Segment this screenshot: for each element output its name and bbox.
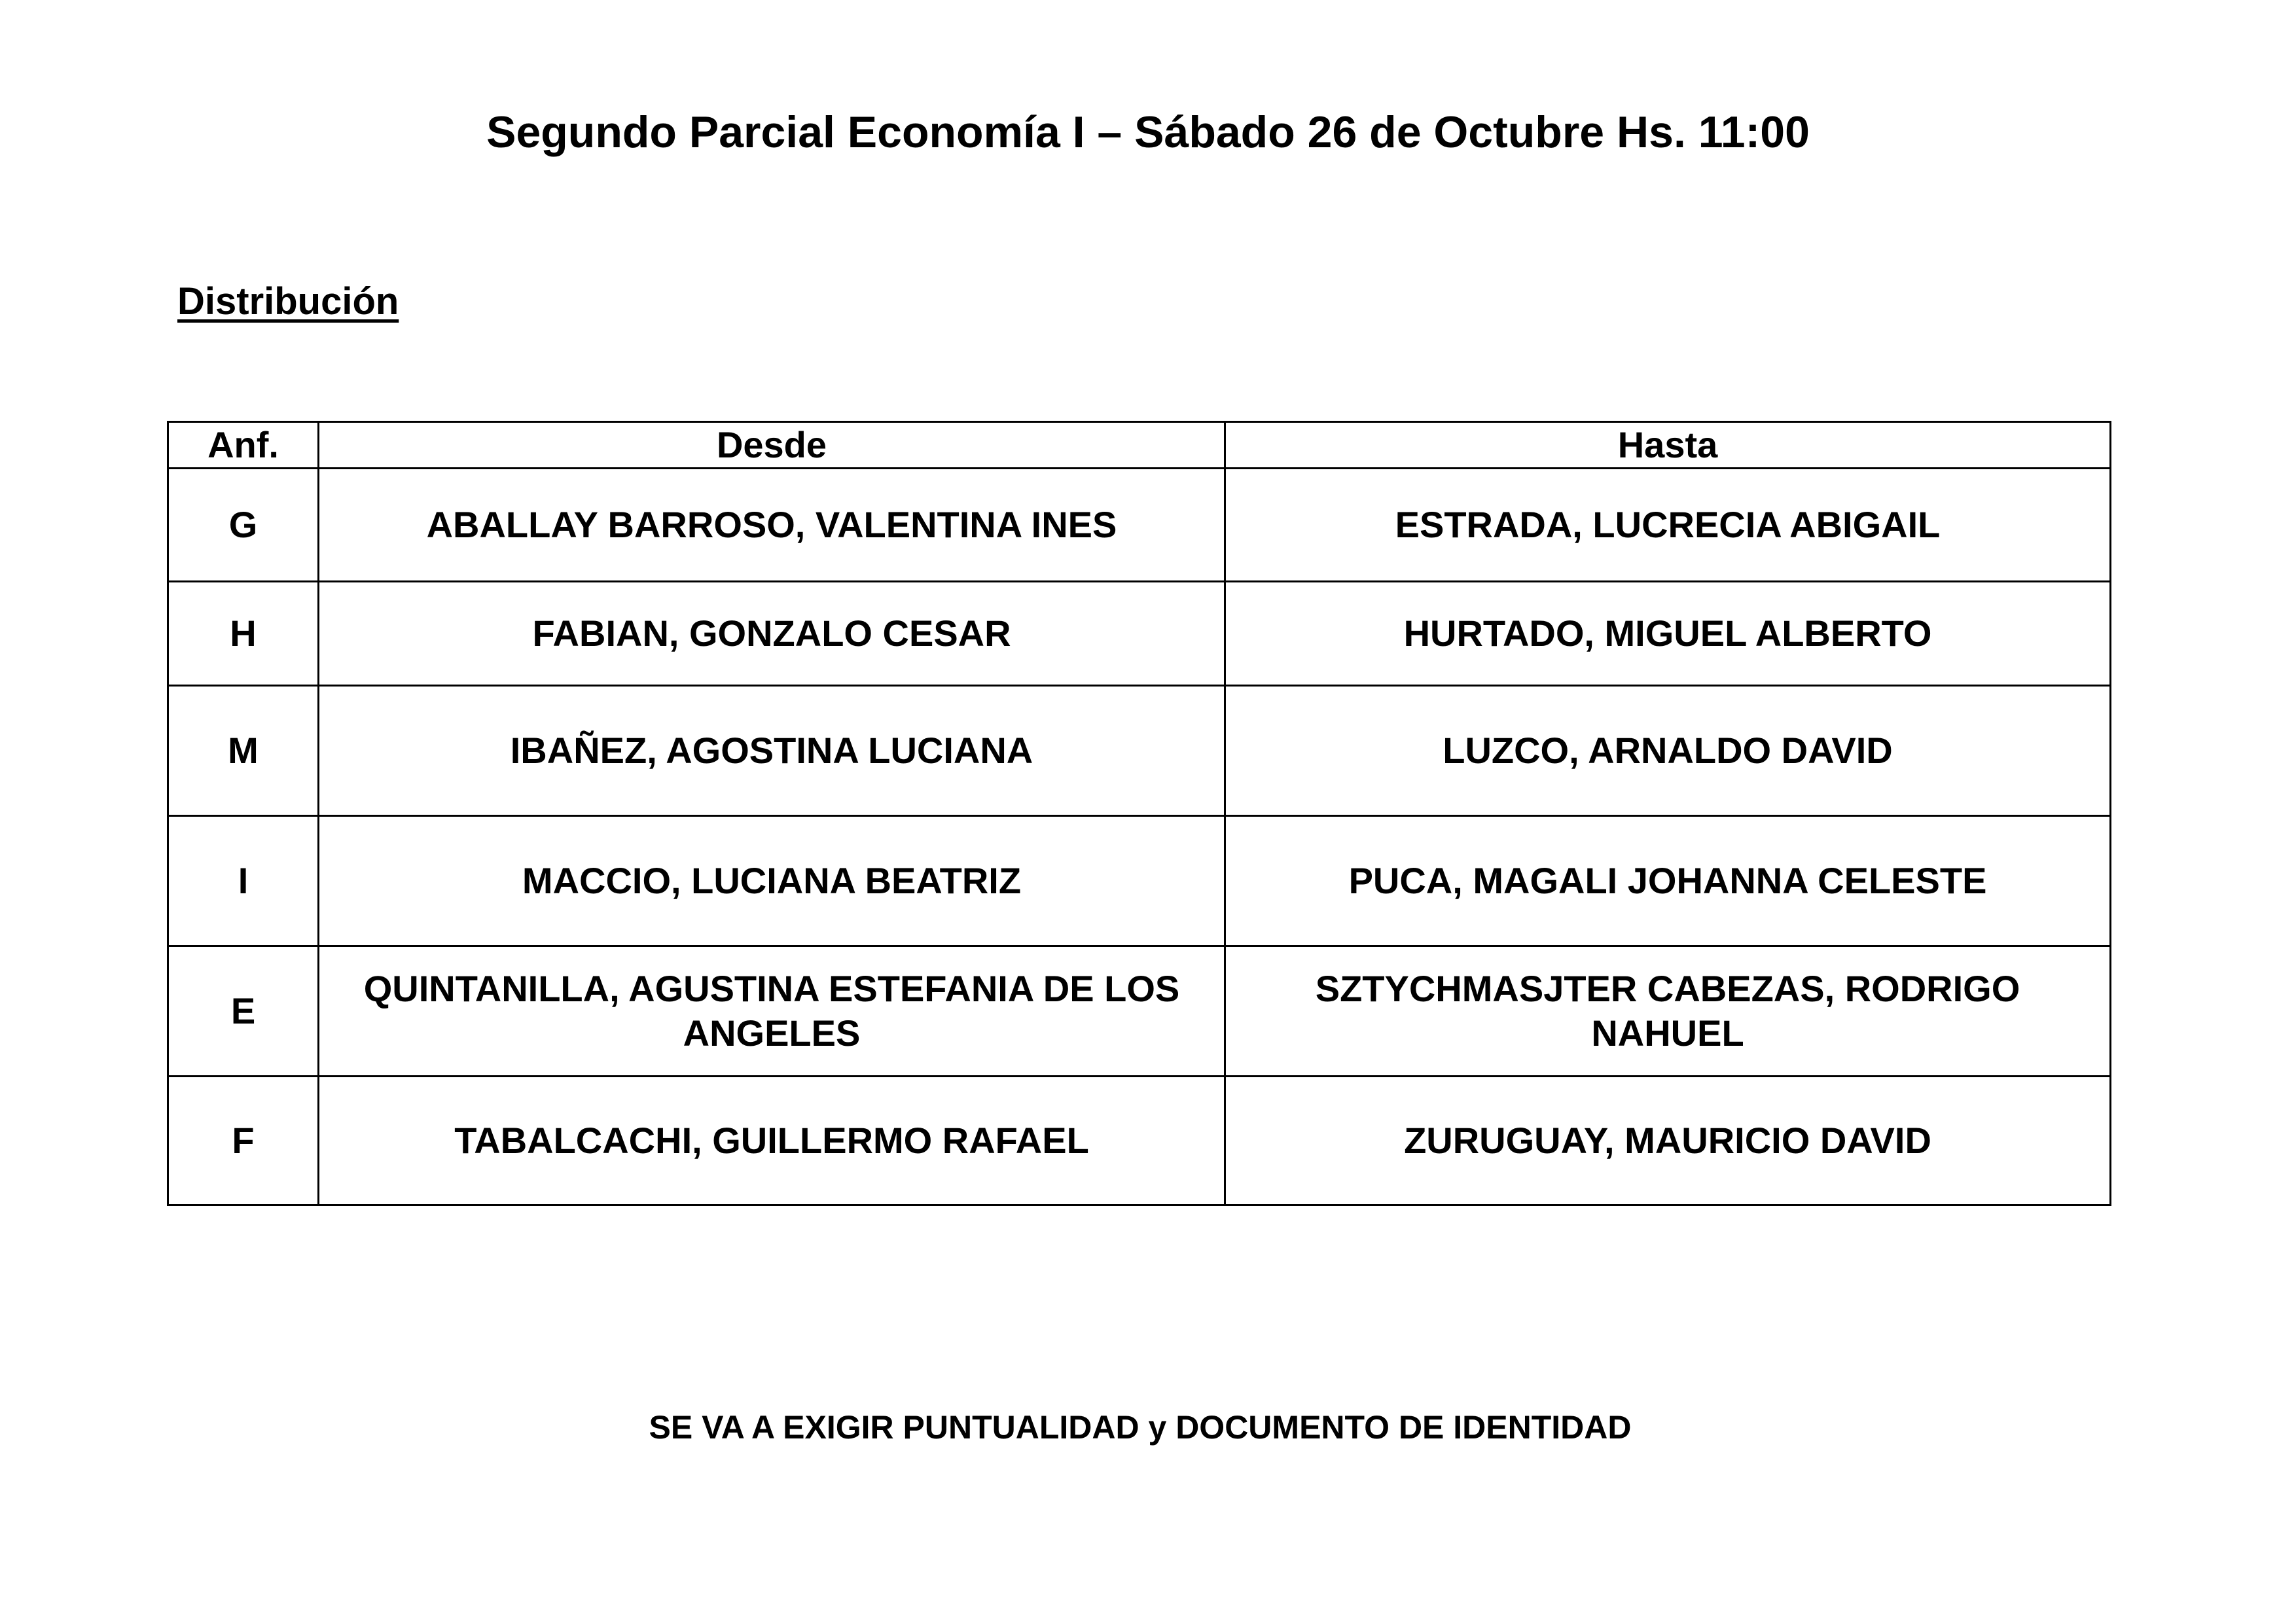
table-row — [168, 816, 2111, 946]
header-hasta: Hasta — [1225, 422, 2111, 469]
section-label-distribucion: Distribución — [177, 280, 399, 323]
cell-anf: E — [168, 946, 319, 1077]
cell-desde: MACCIO, LUCIANA BEATRIZ — [319, 816, 1225, 946]
table-body — [168, 469, 2111, 1205]
cell-desde: TABALCACHI, GUILLERMO RAFAEL — [319, 1077, 1225, 1205]
cell-desde: QUINTANILLA, AGUSTINA ESTEFANIA DE LOS ANGELES — [319, 946, 1225, 1077]
table-row — [168, 469, 2111, 582]
footer-note: SE VA A EXIGIR PUNTUALIDAD y DOCUMENTO DE IDENTIDAD — [649, 1409, 1632, 1446]
table-header — [168, 422, 2111, 469]
cell-desde: FABIAN, GONZALO CESAR — [319, 582, 1225, 686]
cell-anf: I — [168, 816, 319, 946]
cell-hasta: PUCA, MAGALI JOHANNA CELESTE — [1225, 816, 2111, 946]
distribution-table — [167, 421, 2111, 1206]
cell-hasta: SZTYCHMASJTER CABEZAS, RODRIGO NAHUEL — [1225, 946, 2111, 1077]
header-desde: Desde — [319, 422, 1225, 469]
document-title: Segundo Parcial Economía I – Sábado 26 de Octubre Hs. 11:00 — [486, 107, 1810, 157]
cell-anf: M — [168, 686, 319, 816]
table-row — [168, 1077, 2111, 1205]
cell-anf: H — [168, 582, 319, 686]
cell-anf: G — [168, 469, 319, 582]
cell-anf: F — [168, 1077, 319, 1205]
cell-hasta: LUZCO, ARNALDO DAVID — [1225, 686, 2111, 816]
header-anf: Anf. — [168, 422, 319, 469]
header-row — [168, 422, 2111, 469]
table-row — [168, 582, 2111, 686]
cell-desde: IBAÑEZ, AGOSTINA LUCIANA — [319, 686, 1225, 816]
cell-desde: ABALLAY BARROSO, VALENTINA INES — [319, 469, 1225, 582]
cell-hasta: ESTRADA, LUCRECIA ABIGAIL — [1225, 469, 2111, 582]
table-row — [168, 686, 2111, 816]
table-row — [168, 946, 2111, 1077]
cell-hasta: HURTADO, MIGUEL ALBERTO — [1225, 582, 2111, 686]
cell-hasta: ZURUGUAY, MAURICIO DAVID — [1225, 1077, 2111, 1205]
